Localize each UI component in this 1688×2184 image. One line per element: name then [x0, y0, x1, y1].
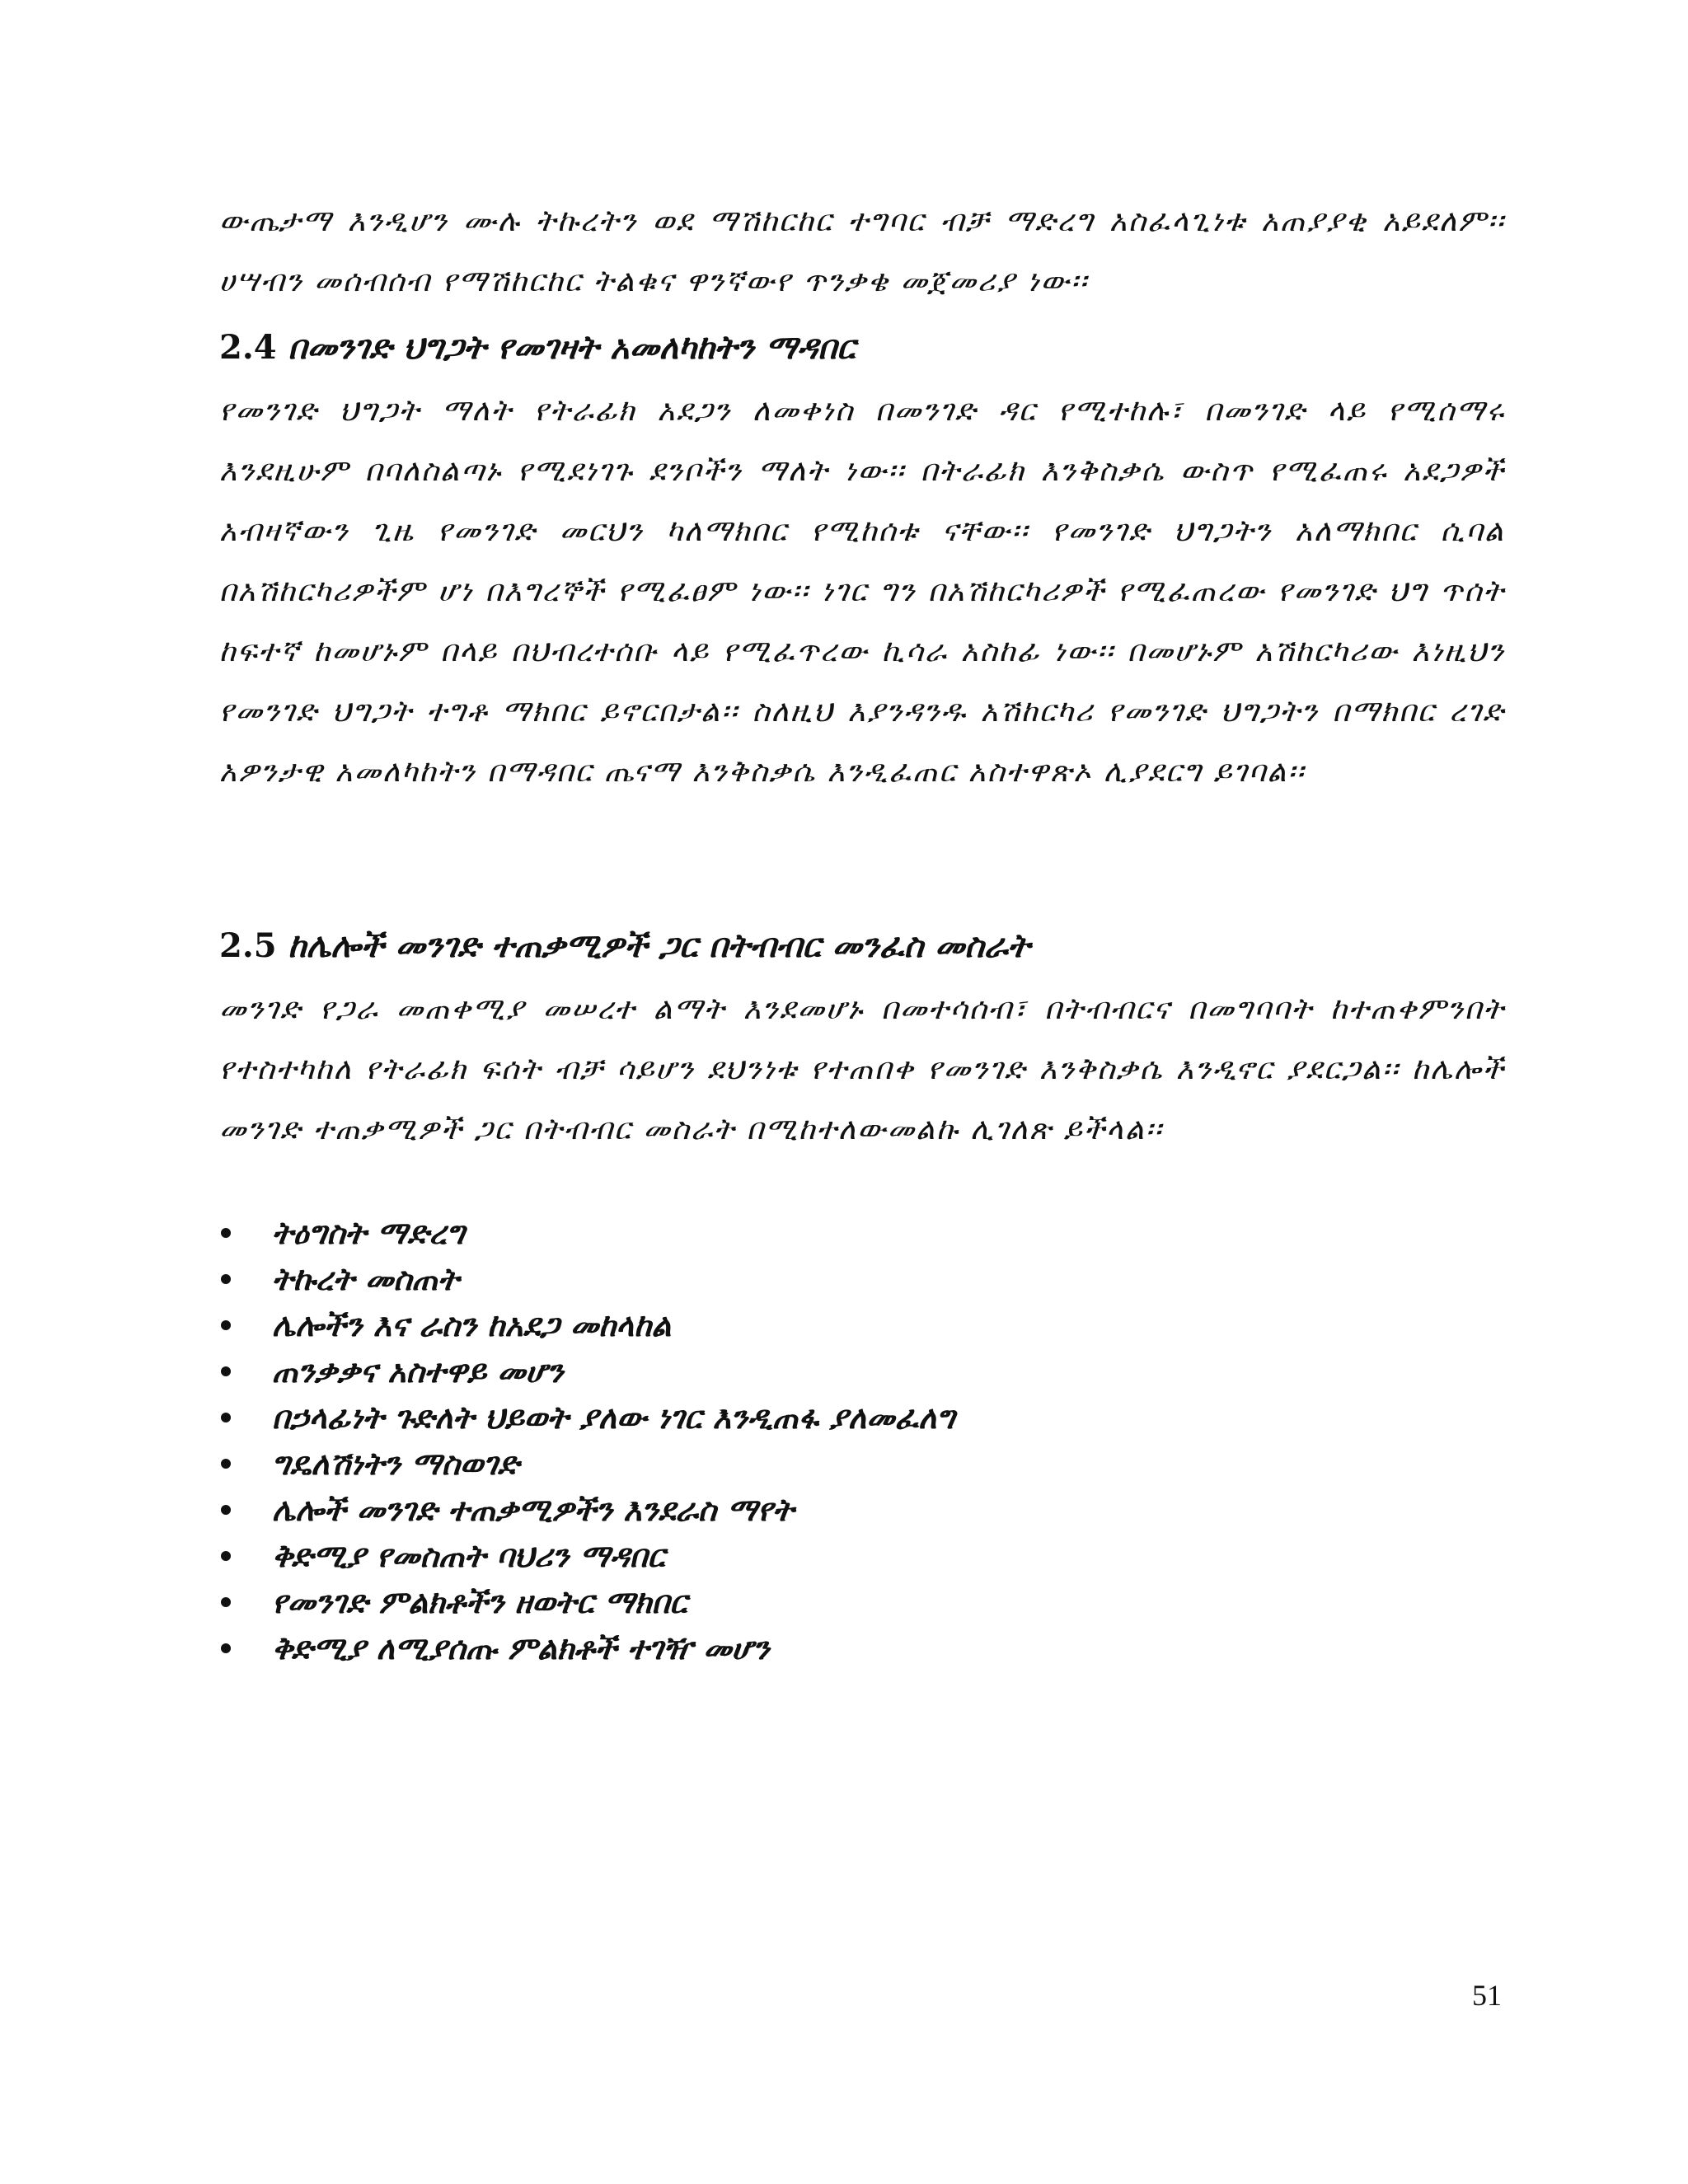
- intro-paragraph: ውጤታማ እንዲሆን ሙሉ ትኩረትን ወደ ማሽከርከር ተግባር ብቻ ማድረግ አስፈላጊነቱ አጠያያቂ አይደለም፡፡ ሀሣብን መሰብሰብ የማሽከርከር ትልቁና ዋንኛውየ ጥንቃቄ መጀመሪያ ነው፡፡: [219, 204, 1505, 298]
- bullet-icon: [221, 1643, 231, 1653]
- list-item: [219, 1256, 1505, 1302]
- list-item: [219, 1533, 1505, 1579]
- bullet-icon: [221, 1274, 231, 1284]
- section-2-4-paragraph: የመንገድ ህግጋት ማለት የትራፊክ አደጋን ለመቀነስ በመንገድ ዳር የሚተከሉ፣ በመንገድ ላይ የሚሰማሩ እንደዚሁም በባለስልጣኑ የሚደነገጉ ደንቦችን ማለት ነው፡፡ በትራፊክ እንቅስቃሴ ውስጥ የሚፈጠሩ አደጋዎች አብዛኛውን ጊዜ የመንገድ መርህን ካለማክበር የሚከሰቱ ናቸው፡፡ የመንገድ ህግጋትን አለማክበር ሲባል በአሽከርካሪዎችም ሆነ በእግረኞች የሚፈፀም ነው፡፡ ነገር ግን በአሽከርካሪዎች የሚፈጠረው የመንገድ ህግ ጥሰት ከፍተኛ ከመሆኑም በላይ በህብረተሰቡ ላይ የሚፈጥረው ኪሳራ አስከፊ ነው፡፡ በመሆኑም አሽከርካሪው እነዚህን የመንገድ ህግጋት ተግቶ ማክበር ይኖርበታል፡፡ ስለዚህ እያንዳንዱ አሽከርካሪ የመንገድ ህግጋትን በማክበር ረገድ አዎንታዊ አመለካከትን በማዳበር ጤናማ እንቅስቃሴ እንዲፈጠር አስተዋጽኦ ሊያደርግ ይገባል፡፡: [219, 394, 1505, 789]
- section-2-4-heading: [219, 323, 1505, 373]
- section-2-5-title: ከሌሎች መንገድ ተጠቃሚዎች ጋር በትብብር መንፈስ መስራት: [288, 926, 1030, 965]
- bullet-icon: [221, 1413, 231, 1422]
- section-2-5-paragraph: መንገድ የጋራ መጠቀሚያ መሠረተ ልማት እንደመሆኑ በመተሳሰብ፣ በትብብርና በመግባባት ከተጠቀምንበት የተስተካከለ የትራፊክ ፍሰት ብቻ ሳይሆን ደህንነቱ የተጠበቀ የመንገድ እንቅስቃሴ እንዲኖር ያደርጋል፡፡ ከሌሎች መንገድ ተጠቃሚዎች ጋር በትብብር መስራት በሚከተለውመልኩ ሊገለጽ ይችላል፡፡: [219, 992, 1505, 1146]
- list-item-label: ሌሎችን እና ራስን ከአደጋ መከላከል: [272, 1306, 672, 1343]
- list-item-label: ትዕግስት ማድረግ: [272, 1214, 465, 1251]
- list-item: [219, 1210, 1505, 1256]
- list-item-label: የመንገድ ምልክቶችን ዘወትር ማክበር: [272, 1583, 687, 1620]
- section-2-4-number: 2.4: [219, 328, 277, 367]
- list-item: [219, 1441, 1505, 1487]
- list-item: [219, 1348, 1505, 1394]
- bullet-icon: [221, 1459, 231, 1469]
- list-item-label: ግዴለሽነትን ማስወገድ: [272, 1445, 519, 1482]
- bullet-icon: [221, 1597, 231, 1607]
- page-number: 51: [1472, 1979, 1502, 2012]
- list-item-label: ትኩረት መስጠት: [272, 1260, 459, 1297]
- bullet-icon: [221, 1551, 231, 1561]
- list-item: [219, 1487, 1505, 1533]
- section-2-4-title: በመንገድ ህግጋት የመገዛት አመለካከትን ማዳበር: [288, 328, 856, 367]
- bullet-icon: [221, 1320, 231, 1330]
- bullet-icon: [221, 1228, 231, 1238]
- list-item-label: ቅድሚያ ለሚያሰጡ ምልክቶች ተገዥ መሆን: [272, 1629, 770, 1666]
- list-item: [219, 1579, 1505, 1625]
- list-item-label: በኃላፊነት ጉድለት ህይወት ያለው ነገር እንዲጠፋ ያለመፈለግ: [272, 1399, 955, 1436]
- list-item-label: ጠንቃቃና አስተዋይ መሆን: [272, 1352, 564, 1390]
- bullet-icon: [221, 1505, 231, 1515]
- list-item: [219, 1302, 1505, 1348]
- section-2-5-heading: [219, 921, 1505, 971]
- bullet-list: [219, 1210, 1505, 1671]
- list-item-label: ቅድሚያ የመስጠት ባህሪን ማዳበር: [272, 1537, 665, 1574]
- section-2-5-number: 2.5: [219, 926, 277, 965]
- list-item: [219, 1625, 1505, 1671]
- bullet-icon: [221, 1366, 231, 1376]
- list-item: [219, 1394, 1505, 1441]
- list-item-label: ሌሎች መንገድ ተጠቃሚዎችን እንደራስ ማየት: [272, 1491, 795, 1528]
